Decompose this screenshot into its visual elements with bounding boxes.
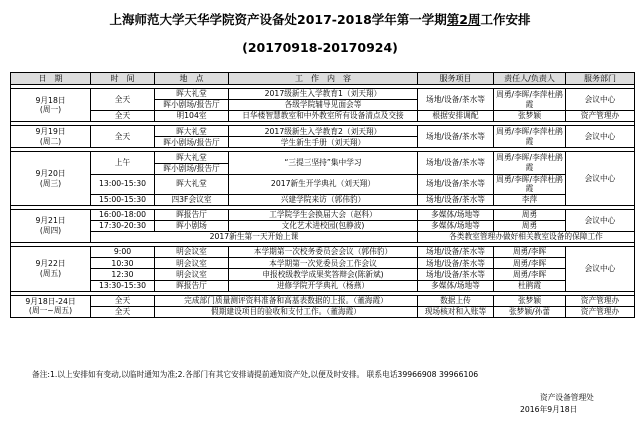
place-cell: 明会议室 <box>155 258 229 269</box>
page-subtitle: (20170918-20170924) <box>242 40 398 55</box>
time-cell: 全天 <box>91 126 155 148</box>
table-row <box>11 111 635 122</box>
date-cell <box>11 209 91 242</box>
content-cell: 工学院学生会换届大会（赵科） <box>229 209 418 220</box>
time-cell: 15:00-15:30 <box>91 194 155 205</box>
weekday-text: (周一~周五) <box>28 306 73 316</box>
person-cell: 周勇/李晖 <box>494 269 566 280</box>
time-cell: 全天 <box>91 89 155 111</box>
person-cell: 周勇/李晖/李萍杜鹃霞 <box>494 89 566 111</box>
table-row <box>11 209 635 220</box>
header-cell: 日 期 <box>11 73 91 85</box>
service-cell: 根据安排调配 <box>418 111 494 122</box>
table-row <box>11 89 635 100</box>
dept-cell: 资产管理办 <box>566 306 635 317</box>
footnote: 备注:1.以上安排如有变动,以临时通知为准;2.各部门有其它安排请提前通知资产处,以便及时安排。 联系电话39966908 39966106 <box>32 370 479 379</box>
person-cell: 周勇/李晖 <box>494 247 566 258</box>
place-cell: 晖大礼堂 <box>155 174 229 194</box>
place-cell: 晖小剧场/报告厅 <box>155 163 229 174</box>
table-row <box>11 295 635 306</box>
date-cell <box>11 295 91 317</box>
schedule-table <box>10 72 635 318</box>
place-cell: 晖报告厅 <box>155 209 229 220</box>
person-cell: 周勇/李晖/李萍杜鹃霞 <box>494 174 566 194</box>
place-cell: 晖小剧场/报告厅 <box>155 137 229 148</box>
content-cell: 2017级新生入学教育2（刘天翔） <box>229 126 418 137</box>
weekday-text: (周二) <box>39 136 62 146</box>
place-cell: 晖大礼堂 <box>155 89 229 100</box>
dept-cell: 会议中心 <box>566 247 635 291</box>
content-cell: 本学期第一次党委员会工作会议 <box>229 258 418 269</box>
content-cell: “三提三坚持”集中学习 <box>229 152 418 174</box>
time-cell: 上午 <box>91 152 155 174</box>
weekday-text: (周四) <box>39 226 62 236</box>
content-cell: 兴建学院来访（郭伟豹） <box>229 194 418 205</box>
time-cell: 17:30-20:30 <box>91 221 155 232</box>
table-row <box>11 232 635 243</box>
table-row <box>11 126 635 137</box>
service-cell: 场地/设备/茶水等 <box>418 258 494 269</box>
person-cell: 周勇/李晖 <box>494 258 566 269</box>
service-cell: 场地/设备/茶水等 <box>418 152 494 174</box>
place-cell: 明会议室 <box>155 269 229 280</box>
title-week: 第2周 <box>446 12 481 27</box>
table-row <box>11 258 635 269</box>
service-cell: 场地/设备/茶水等 <box>418 194 494 205</box>
content-cell: 完成部门质量测评资料准备和高基表数据的上报。（董海霞） <box>155 295 418 306</box>
content-cell: 2017级新生入学教育1（刘天翔） <box>229 89 418 100</box>
service-cell: 多媒体/场地等 <box>418 280 494 291</box>
time-cell: 全天 <box>91 295 155 306</box>
content-cell: 进修学院开学典礼（杨燕） <box>229 280 418 291</box>
dept-cell: 会议中心 <box>566 126 635 148</box>
content-cell: 2017新生第一天开始上课 <box>91 232 418 243</box>
date-cell <box>11 89 91 122</box>
table-row <box>11 280 635 291</box>
header-cell: 服务部门 <box>566 73 635 85</box>
place-cell: 晖大礼堂 <box>155 126 229 137</box>
header-cell: 责任人/负责人 <box>494 73 566 85</box>
service-cell: 现场核对和入账等 <box>418 306 494 317</box>
content-cell: 文化艺术进校园(包静波) <box>229 221 418 232</box>
time-cell: 16:00-18:00 <box>91 209 155 220</box>
person-cell: 李萍 <box>494 194 566 205</box>
signature-date: 2016年9月18日 <box>520 405 578 414</box>
date-text: 9月18日 <box>35 95 66 105</box>
header-cell: 地 点 <box>155 73 229 85</box>
service-cell: 各类教室管理办做好相关教室设备的保障工作 <box>418 232 635 243</box>
date-text: 9月20日 <box>35 169 66 179</box>
place-cell: 晖大礼堂 <box>155 152 229 163</box>
table-row <box>11 247 635 258</box>
service-cell: 多媒体/场地等 <box>418 221 494 232</box>
person-cell: 周勇/李晖/李萍杜鹃霞 <box>494 126 566 148</box>
header-cell: 服务项目 <box>418 73 494 85</box>
dept-cell: 会议中心 <box>566 209 635 231</box>
table-row <box>11 152 635 163</box>
time-cell: 12:30 <box>91 269 155 280</box>
time-cell: 13:00-15:30 <box>91 174 155 194</box>
service-cell: 多媒体/场地等 <box>418 209 494 220</box>
weekday-text: (周三) <box>39 178 62 188</box>
place-cell: 明会议室 <box>155 247 229 258</box>
title-suffix: 工作安排 <box>480 12 531 27</box>
content-cell: 各级学院辅导见面会等 <box>229 100 418 111</box>
service-cell: 场地/设备/茶水等 <box>418 269 494 280</box>
dept-cell: 会议中心 <box>566 152 635 205</box>
signature-department: 资产设备管理处 <box>540 393 594 402</box>
date-text: 9月22日 <box>35 259 66 269</box>
time-cell: 全天 <box>91 306 155 317</box>
title-prefix: 上海师范大学天华学院资产设备处2017-2018学年第一学期 <box>109 12 447 27</box>
service-cell: 场地/设备/茶水等 <box>418 174 494 194</box>
dept-cell: 资产管理办 <box>566 111 635 122</box>
person-cell: 周勇/李晖/李萍杜鹃霞 <box>494 152 566 174</box>
content-cell: 假期建设项目的验收和支付工作。（董海霞） <box>155 306 418 317</box>
content-cell: 申报校级教学成果奖答辩会(陈新斌) <box>229 269 418 280</box>
date-cell <box>11 126 91 148</box>
service-cell: 场地/设备/茶水等 <box>418 126 494 148</box>
place-cell: 晖报告厅 <box>155 280 229 291</box>
table-row <box>11 269 635 280</box>
date-cell <box>11 247 91 291</box>
person-cell: 张梦颖 <box>494 111 566 122</box>
place-cell: 四3F会议室 <box>155 194 229 205</box>
weekday-text: (周五) <box>39 268 62 278</box>
time-cell: 9:00 <box>91 247 155 258</box>
service-cell: 场地/设备/茶水等 <box>418 247 494 258</box>
dept-cell: 资产管理办 <box>566 295 635 306</box>
time-cell: 全天 <box>91 111 155 122</box>
header-cell: 工 作 内 容 <box>229 73 418 85</box>
page-title <box>0 10 640 28</box>
content-cell: 日华楼智慧教室和中外教室所有设备清点及交接 <box>229 111 418 122</box>
date-cell <box>11 152 91 205</box>
time-cell: 10:30 <box>91 258 155 269</box>
service-cell: 场地/设备/茶水等 <box>418 89 494 111</box>
table-row <box>11 306 635 317</box>
place-cell: 晖小剧场 <box>155 221 229 232</box>
table-header-row <box>11 73 635 85</box>
person-cell: 周勇 <box>494 221 566 232</box>
dept-cell: 会议中心 <box>566 89 635 111</box>
date-text: 9月18日-24日 <box>25 296 76 306</box>
time-cell: 13:30-15:30 <box>91 280 155 291</box>
person-cell: 杜鹃霞 <box>494 280 566 291</box>
date-text: 9月21日 <box>35 216 66 226</box>
person-cell: 张梦颖 <box>494 295 566 306</box>
content-cell: 本学期第一次校务委员会会议（郭伟豹） <box>229 247 418 258</box>
table-row <box>11 221 635 232</box>
person-cell: 周勇 <box>494 209 566 220</box>
place-cell: 明104室 <box>155 111 229 122</box>
content-cell: 学生新生手册（刘天翔） <box>229 137 418 148</box>
person-cell: 张梦颖/孙蕾 <box>494 306 566 317</box>
header-cell: 时 间 <box>91 73 155 85</box>
date-text: 9月19日 <box>35 127 66 137</box>
place-cell: 晖小剧场/报告厅 <box>155 100 229 111</box>
content-cell: 2017新生开学典礼（刘天翔） <box>229 174 418 194</box>
service-cell: 数据上传 <box>418 295 494 306</box>
weekday-text: (周一) <box>39 105 62 115</box>
